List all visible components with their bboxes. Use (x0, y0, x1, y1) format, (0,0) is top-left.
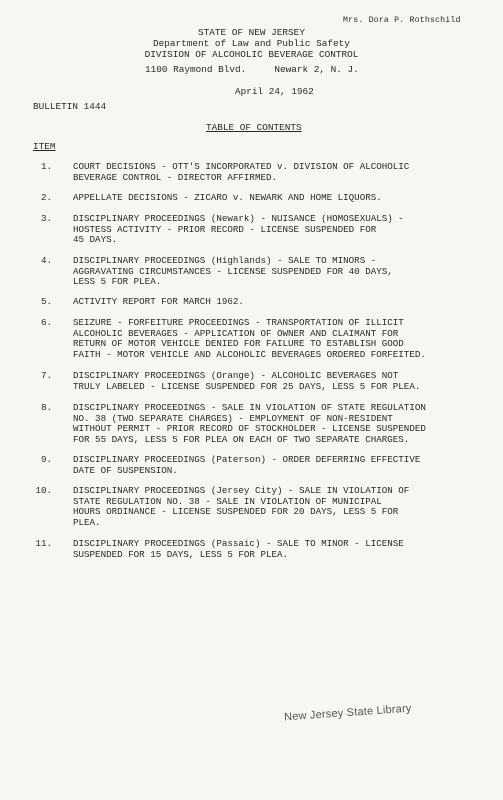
toc-item-line: DATE OF SUSPENSION. (73, 464, 178, 476)
toc-item-line: TRULY LABELED - LICENSE SUSPENDED FOR 25 DAYS, LESS 5 FOR PLEA. (73, 380, 421, 392)
toc-item-line: DISCIPLINARY PROCEEDINGS - SALE IN VIOLATION OF STATE REGULATION (73, 402, 426, 413)
toc-item-line: DISCIPLINARY PROCEEDINGS (Orange) - ALCOHOLIC BEVERAGES NOT (73, 370, 399, 381)
toc-item-number: 6. (40, 317, 52, 328)
toc-item-text (73, 318, 483, 361)
recipient-name: Mrs. Dora P. Rothschild (343, 16, 461, 25)
toc-item-line: HOURS ORDINANCE - LICENSE SUSPENDED FOR 20 DAYS, LESS 5 FOR (73, 506, 399, 518)
header-department: Department of Law and Public Safety (153, 38, 350, 49)
toc-item-line: HOSTESS ACTIVITY - PRIOR RECORD - LICENSE SUSPENDED FOR (73, 223, 377, 235)
toc-item-text (73, 162, 483, 183)
toc-item-line: ALCOHOLIC BEVERAGES - APPLICATION OF OWNER AND CLAIMANT FOR (73, 327, 399, 339)
toc-item-text (73, 486, 483, 529)
item-column-header: ITEM (33, 141, 56, 152)
toc-item-number: 3. (40, 213, 52, 224)
toc-item-text (73, 455, 483, 476)
toc-item-line: WITHOUT PERMIT - PRIOR RECORD OF STOCKHOLDER - LICENSE SUSPENDED (73, 423, 426, 435)
header-division: DIVISION OF ALCOHOLIC BEVERAGE CONTROL (144, 49, 359, 60)
toc-item-number: 11. (35, 538, 52, 549)
toc-item-line: SEIZURE - FORFEITURE PROCEEDINGS - TRANSPORTATION OF ILLICIT (73, 317, 404, 328)
toc-item-text (73, 403, 483, 446)
toc-item-number: 10. (35, 485, 52, 496)
toc-item-line: DISCIPLINARY PROCEEDINGS (Newark) - NUISANCE (HOMOSEXUALS) - (73, 213, 404, 224)
toc-item-number: 4. (40, 255, 52, 266)
header-state: STATE OF NEW JERSEY (198, 27, 305, 38)
toc-item-number: 5. (40, 296, 52, 307)
toc-item-line: PLEA. (73, 517, 101, 529)
bulletin-date: April 24, 1962 (235, 86, 314, 97)
toc-item-number: 2. (40, 192, 52, 203)
toc-item-text (73, 193, 483, 204)
toc-item-text (73, 214, 483, 246)
library-stamp: New Jersey State Library (283, 702, 412, 724)
toc-item-line: RETURN OF MOTOR VEHICLE DENIED FOR FAILURE TO ESTABLISH GOOD (73, 338, 404, 350)
toc-item-number: 8. (40, 402, 52, 413)
toc-item-line: DISCIPLINARY PROCEEDINGS (Passaic) - SALE TO MINOR - LICENSE (73, 538, 404, 549)
toc-item-number: 1. (40, 161, 52, 172)
toc-item-line: DISCIPLINARY PROCEEDINGS (Jersey City) - SALE IN VIOLATION OF (73, 485, 410, 496)
toc-item-line: SUSPENDED FOR 15 DAYS, LESS 5 FOR PLEA. (73, 548, 289, 560)
toc-item-line: DISCIPLINARY PROCEEDINGS (Paterson) - ORDER DEFERRING EFFECTIVE (73, 454, 421, 465)
bulletin-number: BULLETIN 1444 (33, 101, 107, 112)
toc-item-line: APPELLATE DECISIONS - ZICARO v. NEWARK AND HOME LIQUORS. (73, 192, 382, 203)
toc-item-line: 45 DAYS. (73, 234, 118, 246)
toc-item-line: AGGRAVATING CIRCUMSTANCES - LICENSE SUSPENDED FOR 40 DAYS, (73, 265, 393, 277)
toc-item-line: FOR 55 DAYS, LESS 5 FOR PLEA ON EACH OF TWO SEPARATE CHARGES. (73, 434, 410, 446)
toc-item-line: COURT DECISIONS - OTT'S INCORPORATED v. DIVISION OF ALCOHOLIC (73, 161, 410, 172)
toc-item-number: 9. (40, 454, 52, 465)
toc-item-text (73, 539, 483, 560)
header-address: 1100 Raymond Blvd. Newark 2, N. J. (145, 64, 359, 75)
toc-item-line: NO. 38 (TWO SEPARATE CHARGES) - EMPLOYMENT OF NON-RESIDENT (73, 412, 393, 424)
toc-item-line: DISCIPLINARY PROCEEDINGS (Highlands) - SALE TO MINORS - (73, 255, 377, 266)
toc-item-text (73, 256, 483, 288)
toc-item-number: 7. (40, 370, 52, 381)
toc-title: TABLE OF CONTENTS (206, 122, 302, 133)
toc-item-line: STATE REGULATION NO. 38 - SALE IN VIOLATION OF MUNICIPAL (73, 495, 382, 507)
toc-item-text (73, 297, 483, 308)
toc-item-line: FAITH - MOTOR VEHICLE AND ALCOHOLIC BEVERAGES ORDERED FORFEITED. (73, 349, 426, 361)
toc-item-line: LESS 5 FOR PLEA. (73, 276, 162, 288)
toc-item-text (73, 371, 483, 392)
toc-item-line: ACTIVITY REPORT FOR MARCH 1962. (73, 296, 244, 307)
toc-item-line: BEVERAGE CONTROL - DIRECTOR AFFIRMED. (73, 171, 277, 183)
